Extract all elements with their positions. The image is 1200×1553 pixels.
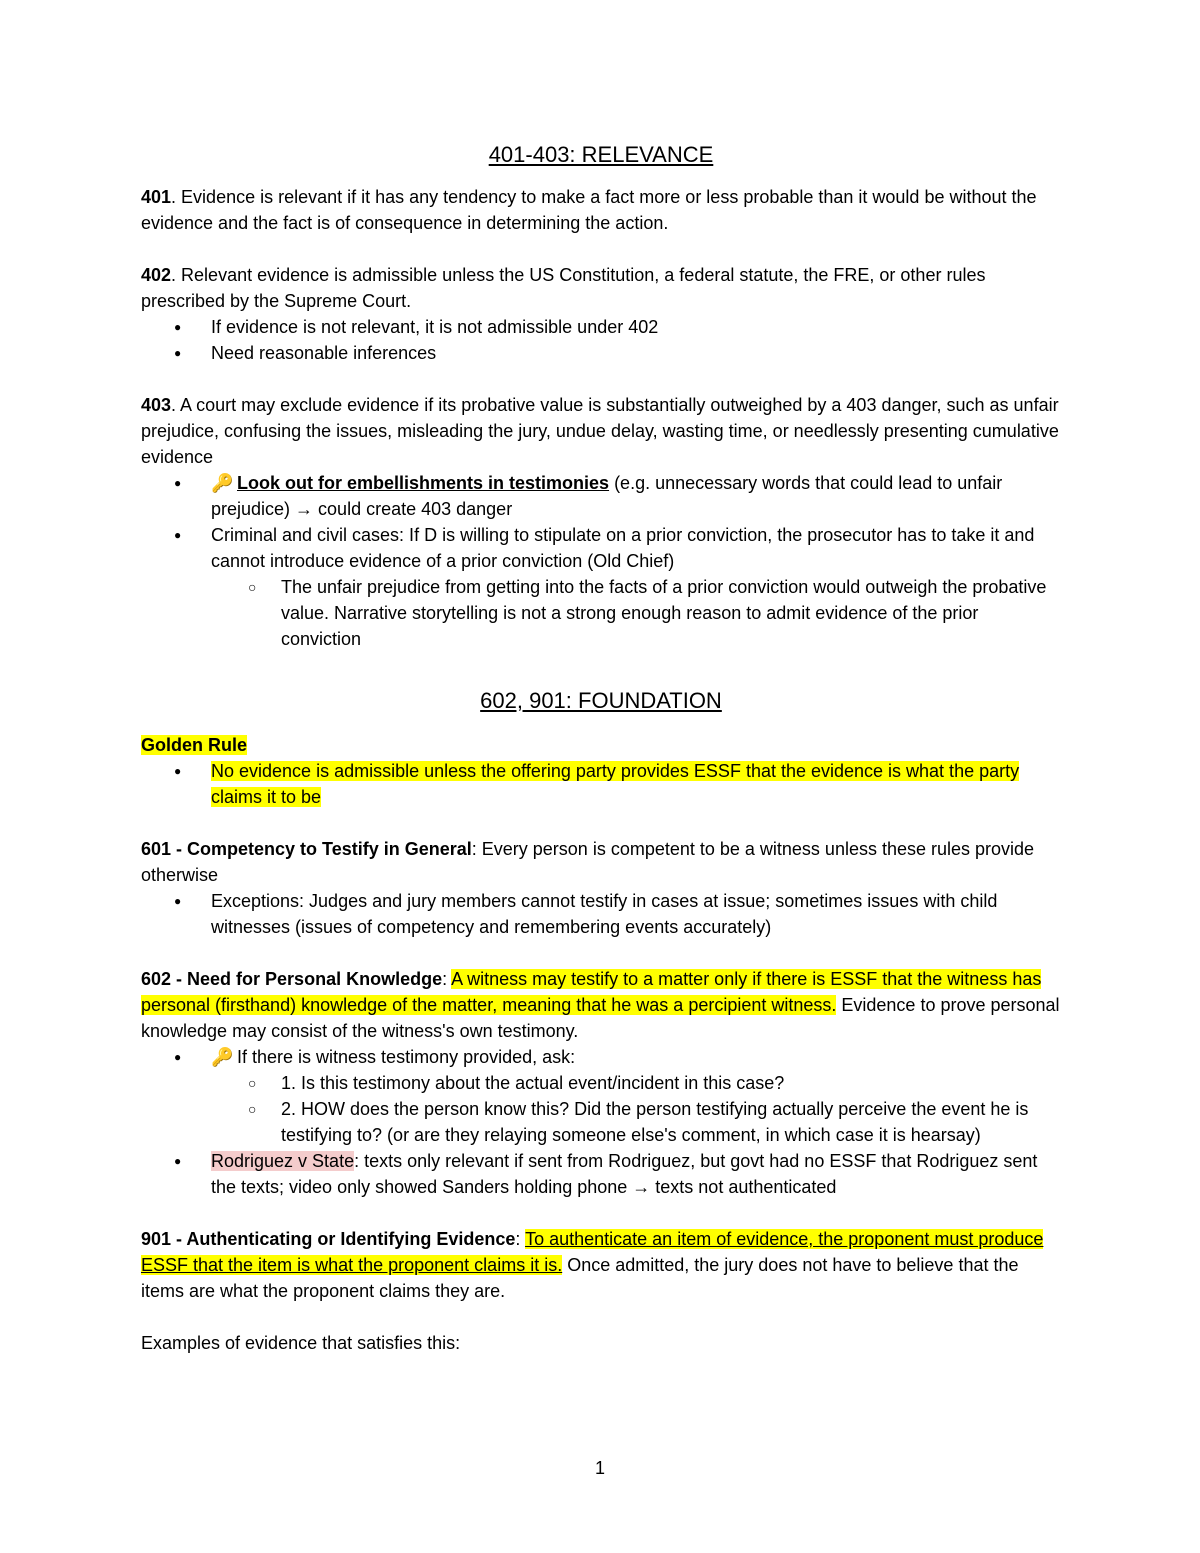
examples-line: Examples of evidence that satisfies this: [141,1333,461,1353]
rule-901-paragraph: 901 - Authenticating or Identifying Evidence: To authenticate an item of evidence, the proponent must produce ESSF that the item is what the proponent claims it is. Once admitted, the jury does not have to believe that the items are what the proponent claims they are. [141,1229,1044,1301]
bullet-icon: ● [174,320,182,334]
rule-403-text: . A court may exclude evidence if its probative value is substantially outweighed by a 403 danger, such as unfair prejudice, confusing the issues, misleading the jury, undue delay, wasting time, or needlessly presenting cumulative evidence [141,395,1059,467]
rule-601-title: 601 - Competency to Testify in General [141,839,472,859]
golden-rule-title: Golden Rule [141,735,248,755]
list-item: ● 🔑 Look out for embellishments in testimonies (e.g. unnecessary words that could lead to unfair prejudice) → could create 403 danger [141,470,1061,522]
golden-rule-bullets [141,758,1061,810]
list-item: ● Criminal and civil cases: If D is willing to stipulate on a prior conviction, the prosecutor has to take it and cannot introduce evidence of a prior conviction (Old Chief) ○ The unfair prejudice from getting into the facts of a prior conviction would outweigh the probative value. Narrative storytelling is not a strong enough reason to admit evidence of the prior conviction [141,522,1061,652]
rule-602-title: 602 - Need for Personal Knowledge [141,969,443,989]
bullet-icon: ● [174,1154,182,1168]
document-body [141,140,1061,1356]
list-item: ● Exceptions: Judges and jury members cannot testify in cases at issue; sometimes issues with child witnesses (issues of competency and remembering events accurately) [141,888,1061,940]
bullet-icon: ● [174,476,182,490]
rule-402-number: 402 [141,265,172,285]
rule-901-highlight: To authenticate an item of evidence, the proponent must produce ESSF that the item is what the proponent claims it is. [141,1229,1044,1275]
rule-402-paragraph [141,262,1061,314]
rule-901-title: 901 - Authenticating or Identifying Evidence [141,1229,516,1249]
rule-401-paragraph [141,184,1061,236]
rule-601-bullets [141,888,1061,940]
rule-402-bullets [141,314,1061,366]
list-item: ● Rodriguez v State: texts only relevant if sent from Rodriguez, but govt had no ESSF that Rodriguez sent the texts; video only showed Sanders holding phone → texts not authenticated [141,1148,1061,1200]
bullet-icon: ● [174,528,182,542]
rule-401-text: . Evidence is relevant if it has any tendency to make a fact more or less probable than it would be without the evidence and the fact is of consequence in determining the action. [141,187,1037,233]
rule-602-highlight: A witness may testify to a matter only if there is ESSF that the witness has personal (firsthand) knowledge of the matter, meaning that he was a percipient witness. [141,969,1042,1015]
page-number: 1 [594,1458,605,1478]
rule-401-number: 401 [141,187,172,207]
circle-bullet-icon: ○ [248,1075,257,1091]
key-icon: 🔑 [211,473,234,493]
rule-403-bullets [141,470,1061,652]
rule-403-paragraph [141,392,1061,470]
list-item: ● 🔑 If there is witness testimony provided, ask: ○ 1. Is this testimony about the actual event/incident in this case? ○ 2. HOW does the person know this? Did the person testifying actually perceive the event he is testifying to? (or are they relaying someone else's comment, in which case it is hearsay) [141,1044,1061,1148]
bullet-icon: ● [174,764,182,778]
sub-list-item: ○ 1. Is this testimony about the actual event/incident in this case? [211,1070,1061,1096]
key-icon: 🔑 [211,1047,234,1067]
rule-402-text: . Relevant evidence is admissible unless the US Constitution, a federal statute, the FRE, or other rules prescribed by the Supreme Court. [141,265,986,311]
list-item: ● If evidence is not relevant, it is not admissible under 402 [141,314,1061,340]
sub-list [211,574,1061,652]
rule-403-number: 403 [141,395,172,415]
sub-list-item: ○ The unfair prejudice from getting into the facts of a prior conviction would outweigh the probative value. Narrative storytelling is not a strong enough reason to admit evidence of the prior conviction [211,574,1061,652]
bullet-icon: ● [174,894,182,908]
rule-602-bullets [141,1044,1061,1200]
sub-list [211,1070,1061,1148]
circle-bullet-icon: ○ [248,579,257,595]
heading-relevance: 401-403: RELEVANCE [488,142,714,167]
sub-list-item: ○ 2. HOW does the person know this? Did the person testifying actually perceive the event he is testifying to? (or are they relaying someone else's comment, in which case it is hearsay) [211,1096,1061,1148]
rule-602-paragraph: 602 - Need for Personal Knowledge: A witness may testify to a matter only if there is ESSF that the witness has personal (firsthand) knowledge of the matter, meaning that he was a percipient witness. Evidence to prove personal knowledge may consist of the witness's own testimony. [141,969,1060,1041]
case-name: Rodriguez v State [211,1151,355,1171]
heading-foundation: 602, 901: FOUNDATION [480,688,722,713]
circle-bullet-icon: ○ [248,1101,257,1117]
embellishments-tip: Look out for embellishments in testimonies [237,473,610,493]
list-item: ● No evidence is admissible unless the offering party provides ESSF that the evidence is what the party claims it to be [141,758,1061,810]
bullet-icon: ● [174,1050,182,1064]
list-item: ● Need reasonable inferences [141,340,1061,366]
rule-601-paragraph: 601 - Competency to Testify in General: Every person is competent to be a witness unless these rules provide otherwise [141,839,1035,885]
bullet-icon: ● [174,346,182,360]
